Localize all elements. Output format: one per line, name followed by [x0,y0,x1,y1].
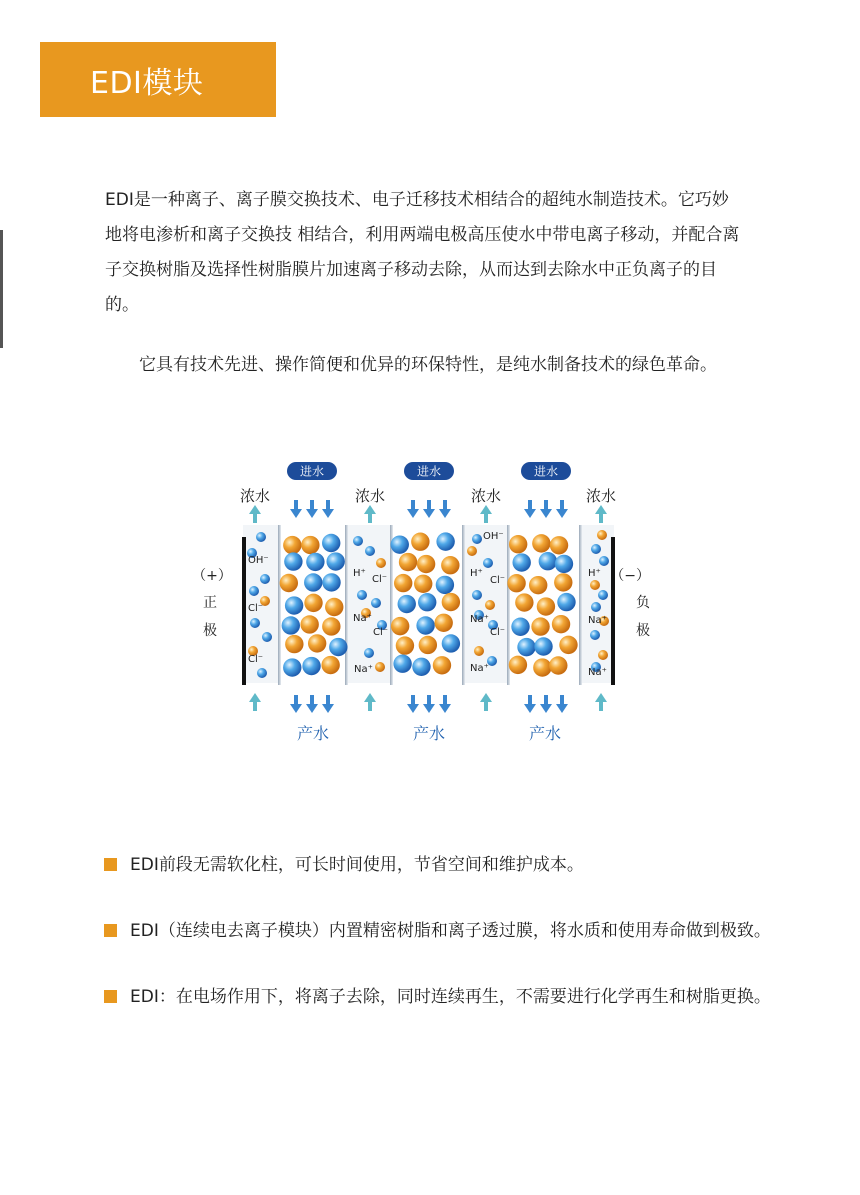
cation-resin-ball [285,635,303,653]
anion-resin-ball [393,655,411,673]
feature-list [104,848,774,1046]
edi-diagram [190,455,650,765]
ion-cl-label: Cl⁻ [248,603,264,614]
anion-resin-ball [472,534,482,544]
product-arrow-icon [540,695,552,713]
anion-resin-ball [250,618,260,628]
resin-balls [247,530,609,678]
anion-resin-ball [306,553,324,571]
product-arrow-icon [524,695,536,713]
inlet-badge-3 [521,462,571,480]
positive-char-1: 正 [203,595,217,611]
ion-h-label: H⁺ [353,568,366,579]
cation-resin-ball [441,556,459,574]
product-arrow-icon [306,695,318,713]
concentrate-arrow-icon [249,693,261,711]
anion-resin-ball [591,602,601,612]
intro-paragraph-2: 它具有技术先进、操作简便和优异的环保特性，是纯水制备技术的绿色革命。 [139,355,717,375]
anion-resin-ball [249,586,259,596]
ion-cl-label: Cl⁻ [372,574,388,585]
cation-resin-ball [554,573,572,591]
cation-resin-ball [552,615,570,633]
cation-resin-ball [301,536,319,554]
feature-item-1 [104,848,774,882]
inlet-arrow-icon [306,500,318,518]
ion-na-label: Na⁺ [588,615,607,626]
title-banner [40,42,276,117]
inlet-arrow-icon [439,500,451,518]
cation-resin-ball [590,580,600,590]
ion-na-label: Na⁺ [353,613,372,624]
positive-electrode [242,537,246,685]
concentrate-arrow-icon [480,693,492,711]
anion-resin-ball [322,534,340,552]
cation-resin-ball [598,650,608,660]
ion-cl-label: Cl⁻ [373,627,389,638]
concentrate-label: 浓水 [585,487,617,505]
anion-resin-ball [442,634,460,652]
cation-resin-ball [515,593,533,611]
bullet-square-icon [104,990,117,1003]
cation-resin-ball [417,555,435,573]
cation-resin-ball [308,634,326,652]
ion-na-label: Na⁺ [588,667,607,678]
inlet-label: 进水 [416,464,442,479]
cation-resin-ball [280,574,298,592]
cation-resin-ball [507,574,525,592]
inlet-badge-1 [287,462,337,480]
anion-resin-ball [416,616,434,634]
cation-resin-ball [414,575,432,593]
cation-resin-ball [597,530,607,540]
cation-resin-ball [529,576,547,594]
ion-cl-label: Cl⁻ [490,627,506,638]
feature-text: EDI：在电场作用下，将离子去除，同时连续再生，不需要进行化学再生和树脂更换。 [130,987,771,1007]
inlet-label: 进水 [533,464,559,479]
cation-resin-ball [322,617,340,635]
anion-resin-ball [436,532,454,550]
anion-resin-ball [398,595,416,613]
feature-item-2 [104,914,774,948]
ion-cl-label: Cl⁻ [248,654,264,665]
anion-resin-ball [365,546,375,556]
anion-resin-ball [304,573,322,591]
feature-text: EDI（连续电去离子模块）内置精密树脂和离子透过膜，将水质和使用寿命做到极致。 [130,921,771,941]
anion-resin-ball [412,658,430,676]
negative-char-2: 极 [636,623,650,639]
cation-resin-ball [532,534,550,552]
anion-resin-ball [260,574,270,584]
cation-resin-ball [467,546,477,556]
concentrate-label: 浓水 [239,487,271,505]
inlet-arrow-icon [524,500,536,518]
concentrate-arrow-icon [249,505,261,523]
concentrate-label: 浓水 [354,487,386,505]
cation-resin-ball [394,574,412,592]
positive-char-2: 极 [203,623,217,639]
cation-resin-ball [533,658,551,676]
anion-resin-ball [598,590,608,600]
inlet-arrow-icon [290,500,302,518]
anion-resin-ball [555,555,573,573]
anion-resin-ball [256,532,266,542]
page-edge-mark [0,230,3,348]
anion-resin-ball [257,668,267,678]
anion-resin-ball [302,657,320,675]
anion-resin-ball [472,590,482,600]
inlet-arrow-icon [423,500,435,518]
cation-resin-ball [283,536,301,554]
anion-resin-ball [590,630,600,640]
concentrate-arrow-icon [595,693,607,711]
anion-resin-ball [534,637,552,655]
feature-item-3 [104,980,774,1014]
product-arrow-icon [556,695,568,713]
cation-resin-ball [396,636,414,654]
cation-resin-ball [399,553,417,571]
anion-resin-ball [326,552,344,570]
page-title: EDI模块 [90,65,204,101]
product-arrow-icon [407,695,419,713]
bullet-square-icon [104,858,117,871]
cation-resin-ball [442,593,460,611]
ion-oh-label: OH⁻ [483,531,504,542]
anion-resin-ball [353,536,363,546]
anion-resin-ball [322,573,340,591]
cation-resin-ball [419,636,437,654]
cation-resin-ball [509,535,527,553]
product-arrow-icon [423,695,435,713]
anion-resin-ball [591,544,601,554]
cation-resin-ball [411,532,429,550]
anion-resin-ball [262,632,272,642]
cation-resin-ball [434,614,452,632]
cation-resin-ball [375,662,385,672]
anion-resin-ball [557,593,575,611]
inlet-arrow-icon [322,500,334,518]
anion-resin-ball [436,576,454,594]
ion-na-label: Na⁺ [354,664,373,675]
anion-resin-ball [512,553,530,571]
intro-paragraph-1: EDI是一种离子、离子膜交换技术、电子迁移技术相结合的超纯水制造技术。它巧妙地将电渗析和离子交换技 相结合，利用两端电极高压使水中带电离子移动，并配合离子交换树脂及选择性树脂膜片加速离子移动去除，从而达到去除水中正负离子的目的。 [105,190,740,315]
cation-resin-ball [550,536,568,554]
cation-resin-ball [485,600,495,610]
cation-resin-ball [433,656,451,674]
cation-resin-ball [376,558,386,568]
cation-resin-ball [300,615,318,633]
positive-sign: （+） [192,568,232,584]
cation-resin-ball [304,594,322,612]
bullet-square-icon [104,924,117,937]
negative-electrode [611,537,615,685]
anion-resin-ball [599,556,609,566]
ion-h-label: H⁺ [470,568,483,579]
anion-resin-ball [539,552,557,570]
inlet-arrow-icon [540,500,552,518]
inlet-arrow-icon [407,500,419,518]
anion-resin-ball [282,616,300,634]
anion-resin-ball [357,590,367,600]
cation-resin-ball [321,656,339,674]
concentrate-arrow-icon [480,505,492,523]
cation-resin-ball [559,636,577,654]
inlet-badge-2 [404,462,454,480]
negative-char-1: 负 [636,595,650,611]
cation-resin-ball [325,598,343,616]
cation-resin-ball [549,656,567,674]
anion-resin-ball [285,596,303,614]
cation-resin-ball [531,617,549,635]
anion-resin-ball [284,552,302,570]
product-label: 产水 [412,724,446,743]
product-label: 产水 [296,724,330,743]
anion-resin-ball [391,535,409,553]
anion-resin-ball [517,638,535,656]
product-arrow-icon [439,695,451,713]
anion-resin-ball [364,648,374,658]
inlet-label: 进水 [299,464,325,479]
inlet-arrow-icon [556,500,568,518]
anion-resin-ball [418,593,436,611]
concentrate-arrow-icon [364,505,376,523]
cation-resin-ball [509,656,527,674]
concentrate-label: 浓水 [470,487,502,505]
anion-resin-ball [483,558,493,568]
anion-resin-ball [371,598,381,608]
product-label: 产水 [528,724,562,743]
cation-resin-ball [537,597,555,615]
feature-text: EDI前段无需软化柱，可长时间使用，节省空间和维护成本。 [130,855,584,875]
product-arrow-icon [322,695,334,713]
anion-resin-ball [329,638,347,656]
cation-resin-ball [391,617,409,635]
product-arrow-icon [290,695,302,713]
ion-h-label: H⁺ [588,568,601,579]
ion-na-label: Na⁺ [470,663,489,674]
ion-na-label: Na⁺ [470,614,489,625]
ion-oh-label: OH⁻ [248,555,269,566]
ion-cl-label: Cl⁻ [490,575,506,586]
concentrate-arrow-icon [595,505,607,523]
concentrate-arrow-icon [364,693,376,711]
cation-resin-ball [474,646,484,656]
anion-resin-ball [511,618,529,636]
anion-resin-ball [283,658,301,676]
negative-sign: （−） [610,568,650,584]
